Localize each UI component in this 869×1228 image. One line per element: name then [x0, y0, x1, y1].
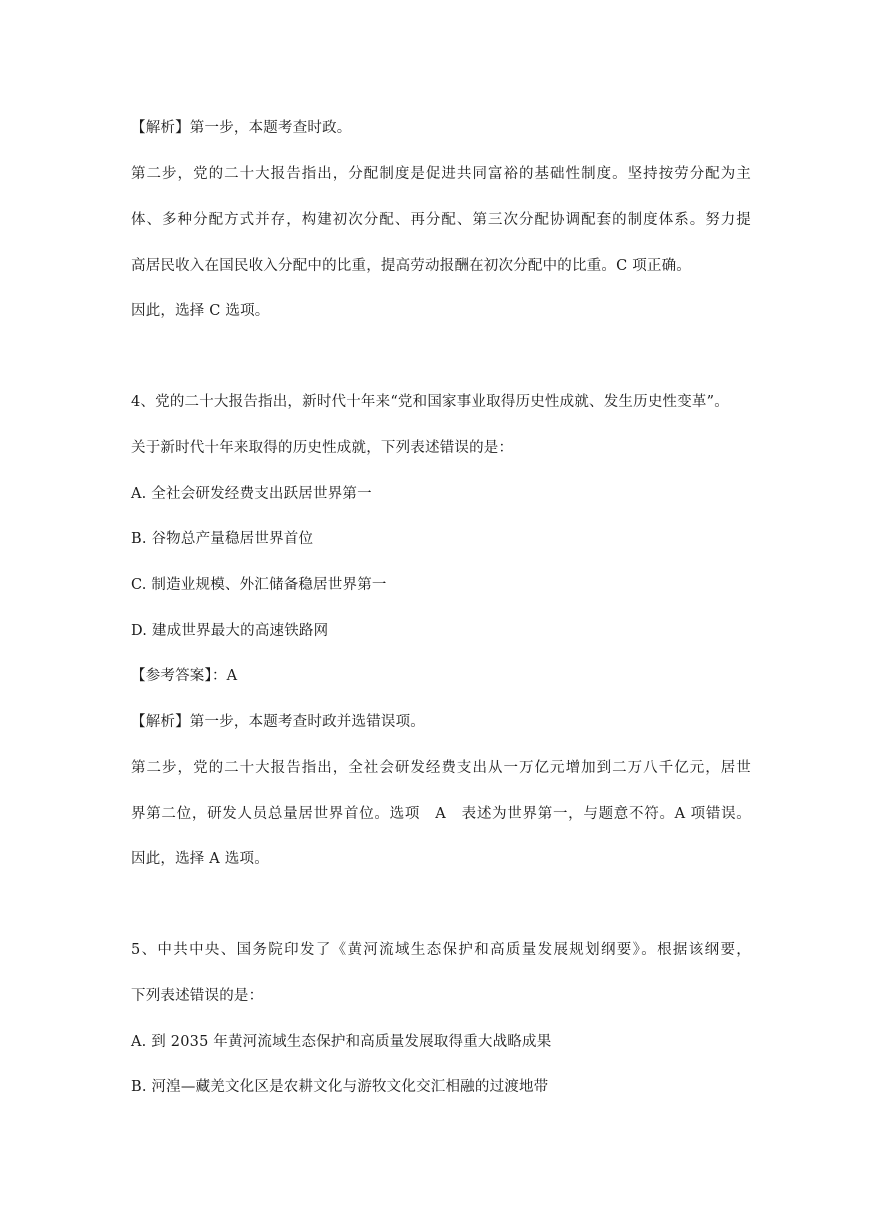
q4-option-b: B. 谷物总产量稳居世界首位: [131, 531, 314, 547]
q3-analysis-step2-line1: 第二步，党的二十大报告指出，分配制度是促进共同富裕的基础性制度。坚持按劳分配为主: [131, 166, 751, 182]
q4-option-a: A. 全社会研发经费支出跃居世界第一: [131, 486, 372, 502]
q4-conclusion: 因此，选择 A 选项。: [131, 851, 269, 867]
q4-answer: 【参考答案】：A: [131, 668, 238, 684]
q3-analysis-step2-line3: 高居民收入在国民收入分配中的比重，提高劳动报酬在初次分配中的比重。C 项正确。: [131, 258, 692, 274]
q3-conclusion: 因此，选择 C 选项。: [131, 303, 270, 319]
q4-analysis-step2-line1: 第二步，党的二十大报告指出，全社会研发经费支出从一万亿元增加到二万八千亿元，居世: [131, 760, 751, 776]
q5-option-a: A. 到 2035 年黄河流域生态保护和高质量发展取得重大战略成果: [131, 1034, 552, 1050]
q3-analysis-step2-line2: 体、多种分配方式并存，构建初次分配、再分配、第三次分配协调配套的制度体系。努力提: [131, 212, 751, 228]
q4-option-d: D. 建成世界最大的高速铁路网: [131, 623, 329, 639]
q5-stem-line1: 5、中共中央、国务院印发了《黄河流域生态保护和高质量发展规划纲要》。根据该纲要，: [131, 942, 751, 958]
q4-stem-line1: 4、党的二十大报告指出，新时代十年来“党和国家事业取得历史性成就、发生历史性变革”。: [131, 394, 729, 410]
q4-option-c: C. 制造业规模、外汇储备稳居世界第一: [131, 577, 387, 593]
q4-stem-line2: 关于新时代十年来取得的历史性成就，下列表述错误的是：: [131, 440, 514, 456]
q4-analysis-step1: 【解析】第一步，本题考查时政并选错误项。: [131, 714, 425, 730]
q4-analysis-step2-line2: 界第二位，研发人员总量居世界首位。选项 A 表述为世界第一，与题意不符。A 项错误。: [131, 806, 751, 822]
q5-option-b: B. 河湟—藏羌文化区是农耕文化与游牧文化交汇相融的过渡地带: [131, 1079, 549, 1095]
q5-stem-line2: 下列表述错误的是：: [131, 988, 264, 1004]
q3-analysis-step1: 【解析】第一步，本题考查时政。: [131, 120, 352, 136]
